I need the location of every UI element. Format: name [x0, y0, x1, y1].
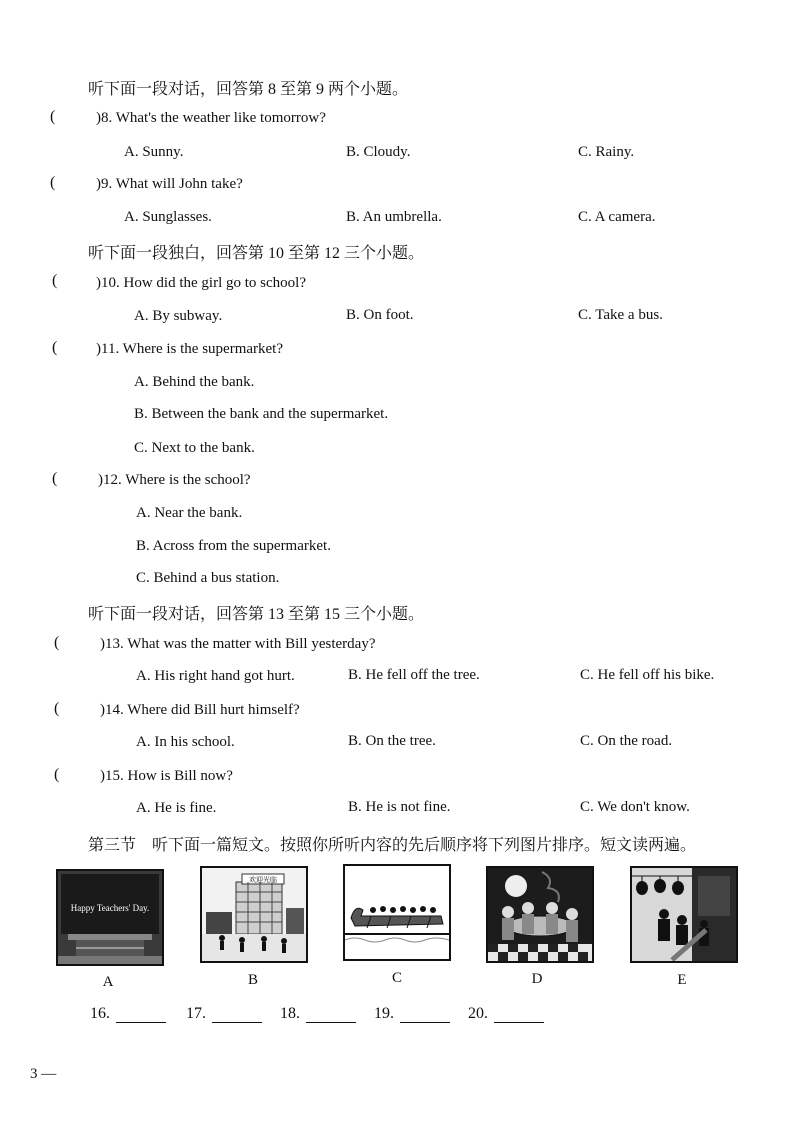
option-11b: B. Between the bank and the supermarket. [134, 406, 389, 422]
answer-line-17[interactable] [212, 1008, 262, 1023]
picture-c [343, 864, 451, 961]
option-10b: B. On foot. [346, 307, 414, 323]
option-13a: A. His right hand got hurt. [136, 668, 295, 684]
option-12a: A. Near the bank. [136, 505, 243, 521]
option-14c: C. On the road. [580, 733, 673, 749]
answer-line-18[interactable] [306, 1008, 356, 1023]
blank-20[interactable] [468, 1005, 544, 1023]
blank-number-18: 18. [280, 1005, 300, 1022]
question-8: )8. What's the weather like tomorrow? [96, 110, 326, 126]
option-14a: A. In his school. [136, 734, 235, 750]
welcome-sign: 欢迎光临 [249, 876, 277, 884]
answer-paren-15[interactable]: ( [54, 766, 60, 783]
picture-label-a: A [102, 974, 114, 990]
answer-paren-14[interactable]: ( [54, 700, 60, 717]
answer-line-20[interactable] [494, 1008, 544, 1023]
section-heading-1: 听下面一段对话，回答第 8 至第 9 两个小题。 [88, 81, 409, 98]
option-11a: A. Behind the bank. [134, 374, 255, 390]
answer-paren-12[interactable]: ( [52, 470, 58, 487]
picture-b [200, 866, 308, 963]
option-9c: C. A camera. [578, 209, 656, 225]
page-number: 3 — [30, 1066, 57, 1082]
picture-label-b: B [247, 972, 258, 988]
blank-16[interactable] [90, 1005, 166, 1023]
blank-number-17: 17. [186, 1005, 206, 1022]
blank-number-20: 20. [468, 1005, 488, 1022]
option-12b: B. Across from the supermarket. [136, 538, 331, 554]
option-11c: C. Next to the bank. [134, 440, 255, 456]
answer-paren-10[interactable]: ( [52, 272, 58, 289]
option-8a: A. Sunny. [124, 144, 184, 160]
part3-heading: 第三节 听下面一篇短文。按照你所听内容的先后顺序将下列图片排序。短文读两遍。 [88, 837, 697, 854]
option-12c: C. Behind a bus station. [136, 570, 280, 586]
picture-label-d: D [531, 971, 543, 987]
question-11: )11. Where is the supermarket? [96, 341, 284, 357]
blank-number-19: 19. [374, 1005, 394, 1022]
blank-18[interactable] [280, 1005, 356, 1023]
section-heading-2: 听下面一段独白，回答第 10 至第 12 三个小题。 [88, 245, 425, 262]
option-8b: B. Cloudy. [346, 144, 411, 160]
picture-label-c: C [391, 970, 402, 986]
question-12: )12. Where is the school? [98, 472, 251, 488]
moon-festival-illustration [488, 868, 592, 961]
answer-paren-9[interactable]: ( [50, 174, 56, 191]
blackboard-illustration [58, 871, 162, 964]
option-14b: B. On the tree. [348, 733, 436, 749]
answer-line-19[interactable] [400, 1008, 450, 1023]
building-illustration [202, 868, 306, 961]
question-9: )9. What will John take? [96, 176, 243, 192]
section-heading-3: 听下面一段对话，回答第 13 至第 15 三个小题。 [88, 606, 425, 623]
question-13: )13. What was the matter with Bill yesterday? [100, 636, 376, 652]
picture-e [630, 866, 738, 963]
blackboard-caption: Happy Teachers' Day. [70, 903, 150, 913]
question-14: )14. Where did Bill hurt himself? [100, 702, 300, 718]
answer-paren-11[interactable]: ( [52, 339, 58, 356]
blank-number-16: 16. [90, 1005, 110, 1022]
picture-label-e: E [677, 972, 687, 988]
option-9b: B. An umbrella. [346, 209, 442, 225]
lanterns-illustration [632, 868, 736, 961]
option-9a: A. Sunglasses. [124, 209, 212, 225]
answer-paren-13[interactable]: ( [54, 634, 60, 651]
option-10c: C. Take a bus. [578, 307, 663, 323]
question-10: )10. How did the girl go to school? [96, 275, 306, 291]
answer-paren-8[interactable]: ( [50, 108, 56, 125]
option-10a: A. By subway. [134, 308, 223, 324]
dragon-boat-illustration [345, 866, 449, 959]
picture-d [486, 866, 594, 963]
option-13b: B. He fell off the tree. [348, 667, 480, 683]
blank-17[interactable] [186, 1005, 262, 1023]
option-15c: C. We don't know. [580, 799, 690, 815]
option-15b: B. He is not fine. [348, 799, 451, 815]
answer-line-16[interactable] [116, 1008, 166, 1023]
question-15: )15. How is Bill now? [100, 768, 233, 784]
option-8c: C. Rainy. [578, 144, 635, 160]
option-13c: C. He fell off his bike. [580, 667, 715, 683]
picture-a [56, 869, 164, 966]
blank-19[interactable] [374, 1005, 450, 1023]
option-15a: A. He is fine. [136, 800, 217, 816]
